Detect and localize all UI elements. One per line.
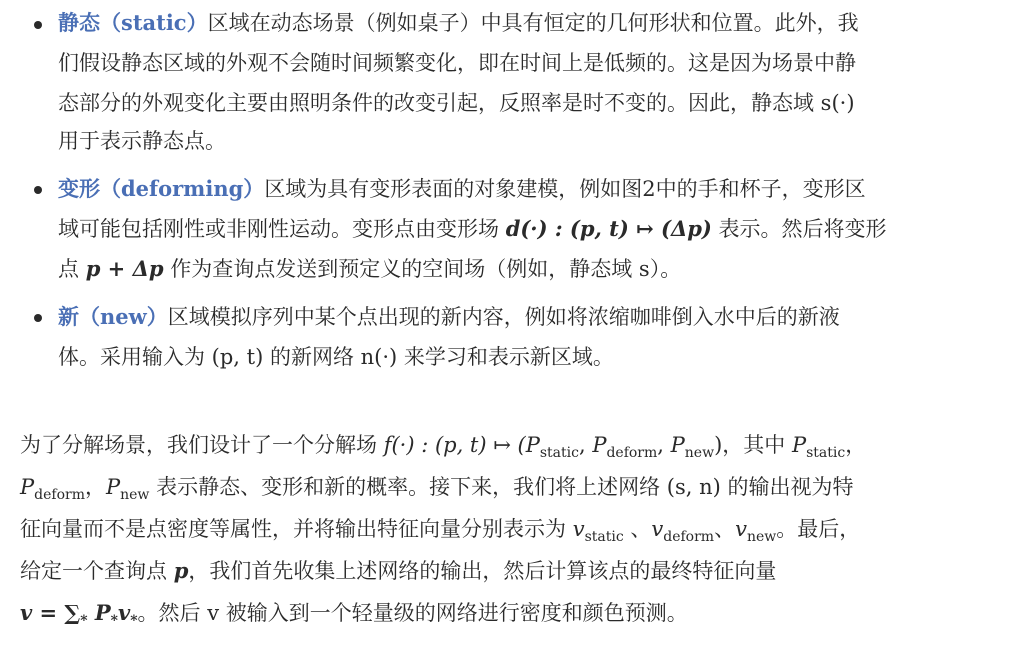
text-static-1: 区域在动态场景（例如桌子）中具有恒定的几何形状和位置。此外，我 xyxy=(207,11,859,35)
text-static-2: 们假设静态区域的外观不会随时间频繁变化，即在时间上是低频的。这是因为场景中静 xyxy=(58,51,856,75)
text-line: $P_{deform}$，$P_{new}$ 表示静态、变形和新的概率。接下来，我们将上述网络 (s, n) 的输出视为特 xyxy=(20,475,854,503)
text-line xyxy=(58,342,614,372)
para-text-2: 表示静态、变形和新的概率。接下来，我们将上述网络 (s, n) 的输出视为特 xyxy=(149,475,854,499)
text-line xyxy=(58,126,226,156)
text-deforming-2a: 域可能包括刚性或非刚性运动。变形点由变形场 xyxy=(58,217,506,241)
bullet-dot xyxy=(34,186,42,194)
text-line xyxy=(58,214,887,244)
math-p-static: $P_{static}$ xyxy=(791,433,846,461)
math-v-new: $v_{new}$ xyxy=(735,517,777,545)
math-query-point: p + Δp xyxy=(85,256,164,281)
text-new-1: 区域模拟序列中某个点出现的新内容，例如将浓缩咖啡倒入水中后的新液 xyxy=(167,305,840,329)
text-line xyxy=(20,598,688,628)
math-final-feature: $v = \sum_*$ $P_*v_*$ xyxy=(20,600,138,629)
text-deforming-1: 区域为具有变形表面的对象建模，例如图2中的手和杯子，变形区 xyxy=(264,177,866,201)
text-line xyxy=(58,88,855,118)
term-new: 新（new） xyxy=(58,304,168,329)
text-line: 征向量而不是点密度等属性，并将输出特征向量分别表示为 $v_{static}$ 、$v_{deform}$、$v_{new}$。最后， xyxy=(20,517,861,545)
para-text-5: 。然后 v 被输入到一个轻量级的网络进行密度和颜色预测。 xyxy=(137,601,688,625)
text-new-2: 体。采用输入为 (p, t) 的新网络 n(·) 来学习和表示新区域。 xyxy=(58,345,614,369)
math-p-deform: $P_{deform}$ xyxy=(20,475,85,503)
math-v-static: $v_{static}$ xyxy=(572,517,624,545)
text-line xyxy=(58,8,859,38)
para-text-4b: ，我们首先收集上述网络的输出，然后计算该点的最终特征向量 xyxy=(188,559,777,583)
text-line xyxy=(20,556,776,586)
term-static: 静态（static） xyxy=(58,10,208,35)
bullet-dot xyxy=(34,21,42,29)
text-static-3: 态部分的外观变化主要由照明条件的改变引起，反照率是时不变的。因此，静态域 s(·) xyxy=(58,91,855,115)
text-line: 为了分解场景，我们设计了一个分解场 f(·) : (p, t) ↦ ($P_{static}$, $P_{deform}$, $P_{new}$)，其中 $P_{static}$， xyxy=(20,433,867,461)
text-line xyxy=(58,302,840,332)
text-line xyxy=(58,48,856,78)
para-text-3a: 征向量而不是点密度等属性，并将输出特征向量分别表示为 xyxy=(20,517,573,541)
math-v-deform: $v_{deform}$ xyxy=(651,517,715,545)
term-deforming: 变形（deforming） xyxy=(58,176,265,201)
math-deformation-field: d(·) : (p, t) ↦ (Δp) xyxy=(505,216,712,241)
math-decomposition-field: f(·) : (p, t) ↦ ($P_{static}$, $P_{deform}$, $P_{new}$) xyxy=(383,433,723,461)
text-deforming-3a: 点 xyxy=(58,257,86,281)
text-static-4: 用于表示静态点。 xyxy=(58,129,226,153)
text-deforming-2b: 表示。然后将变形 xyxy=(711,217,887,241)
math-p-new: $P_{new}$ xyxy=(105,475,150,503)
para-text-4a: 给定一个查询点 xyxy=(20,559,174,583)
bullet-dot xyxy=(34,314,42,322)
para-text-1b: ，其中 xyxy=(722,433,792,457)
text-line xyxy=(58,174,866,204)
math-query-p: p xyxy=(173,558,189,583)
para-text-1a: 为了分解场景，我们设计了一个分解场 xyxy=(20,433,384,457)
text-line xyxy=(58,254,681,284)
text-deforming-3b: 作为查询点发送到预定义的空间场（例如，静态域 s）。 xyxy=(163,257,682,281)
para-text-3b: 。最后， xyxy=(776,517,861,541)
